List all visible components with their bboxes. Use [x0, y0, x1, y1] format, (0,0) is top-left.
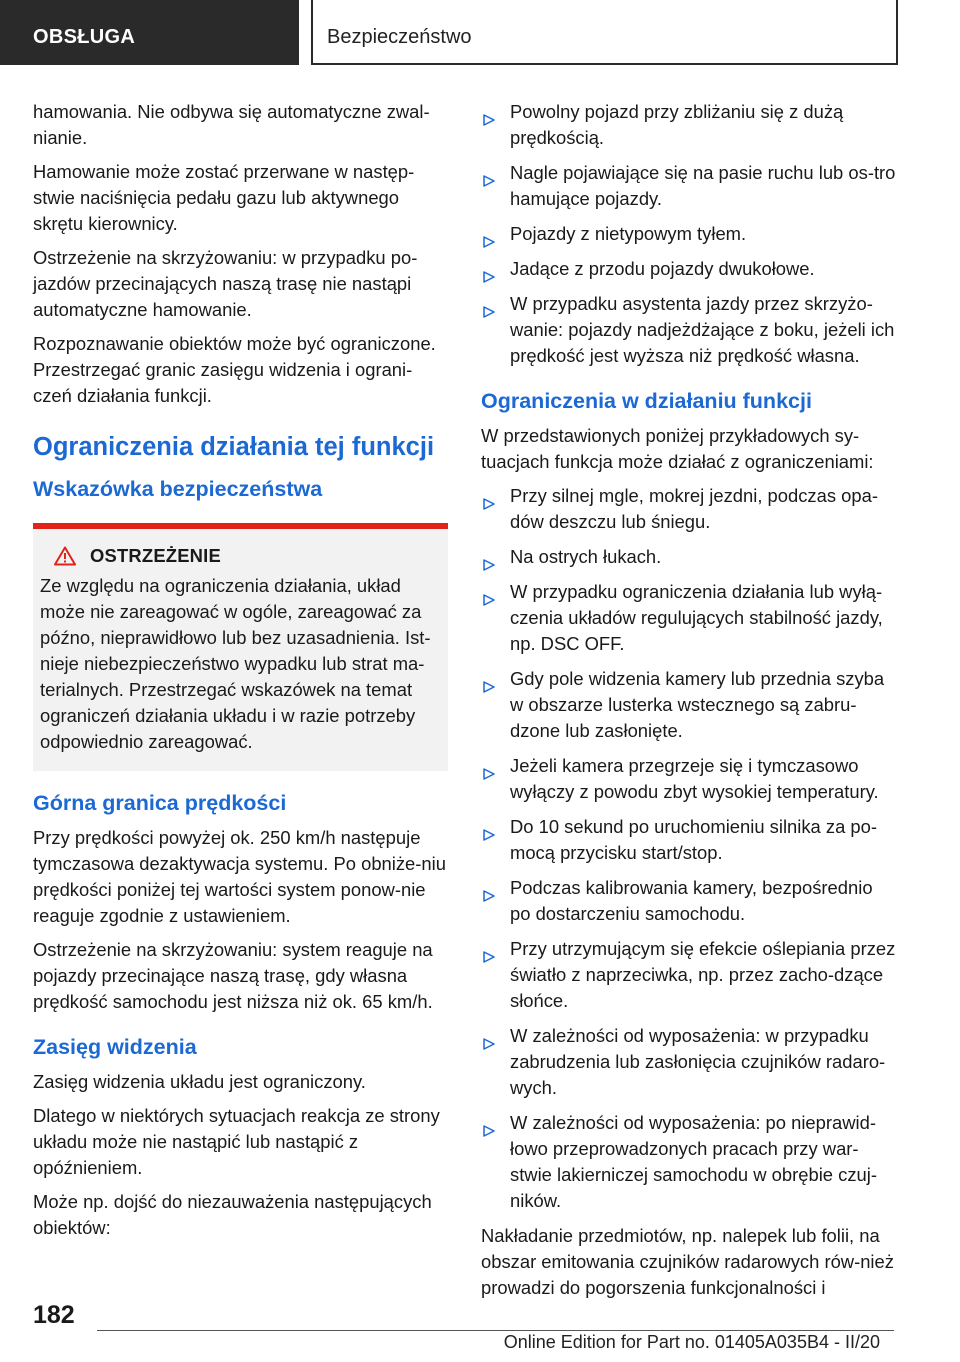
left-column [33, 99, 448, 1249]
footer-divider [97, 1330, 894, 1331]
right-column [481, 99, 896, 1309]
paragraph: Ostrzeżenie na skrzyżowaniu: system reaguje na pojazdy przecinające naszą trasę, gdy własna prędkość samochodu jest niższa niż ok. 65 km/h. [33, 939, 433, 1012]
paragraph: Ostrzeżenie na skrzyżowaniu: w przypadku po-jazdów przecinających naszą trasę nie nastąpi automatyczne hamowanie. [33, 247, 418, 320]
section-tab [0, 0, 299, 65]
paragraph: Dlatego w niektórych sytuacjach reakcja ze strony układu może nie nastąpić lub nastąpić z opóźnieniem. [33, 1105, 440, 1178]
warning-text: Ze względu na ograniczenia działania, układ może nie zareagować w ogóle, zareagować za późno, nieprawidłowo lub bez uzasadnienia. Ist-nieje niebezpieczeństwo wypadku lub strat ma-terialnych. Przestrzegać wskazówek na temat ograniczeń działania układu i w razie potrzeby odpowiednio zareagować. [40, 575, 431, 752]
list-item: Pojazdy z nietypowym tyłem. [481, 221, 896, 247]
chapter-tab [311, 0, 898, 65]
section-title: OBSŁUGA [33, 26, 136, 48]
list-item: W zależności od wyposażenia: w przypadku zabrudzenia lub zasłonięcia czujników radaro-wych. [481, 1023, 896, 1101]
list-item: Przy silnej mgle, mokrej jezdni, podczas opa-dów deszczu lub śniegu. [481, 483, 896, 535]
list-item: Do 10 sekund po uruchomieniu silnika za po-mocą przycisku start/stop. [481, 814, 896, 866]
heading-speed-limit: Górna granica prędkości [33, 791, 287, 815]
list-item: W przypadku ograniczenia działania lub wyłą-czenia układów regulujących stabilność jazdy, np. DSC OFF. [481, 579, 896, 657]
list-item: Na ostrych łukach. [481, 544, 896, 570]
object-list [481, 99, 896, 369]
paragraph: Może np. dojść do niezauważenia następujących obiektów: [33, 1191, 432, 1238]
paragraph: Nakładanie przedmiotów, np. nalepek lub folii, na obszar emitowania czujników radarowych rów-nież prowadzi do pogorszenia funkcjonalności i [481, 1225, 894, 1298]
heading-function-restrictions: Ograniczenia w działaniu funkcji [481, 389, 812, 413]
heading-range: Zasięg widzenia [33, 1035, 197, 1059]
list-item: Nagle pojawiające się na pasie ruchu lub os-tro hamujące pojazdy. [481, 160, 896, 212]
edition-note: Online Edition for Part no. 01405A035B4 - II/20 [503, 1332, 880, 1352]
chapter-title: Bezpieczeństwo [327, 26, 472, 48]
paragraph: Hamowanie może zostać przerwane w następ-stwie naciśnięcia pedału gazu lub aktywnego skrętu kierownicy. [33, 161, 415, 234]
list-item: Powolny pojazd przy zbliżaniu się z dużą prędkością. [481, 99, 896, 151]
list-item: W zależności od wyposażenia: po nieprawid-łowo przeprowadzonych pracach przy war-stwie lakierniczej samochodu w obrębie czuj-ników. [481, 1110, 896, 1214]
warning-box [33, 523, 448, 771]
paragraph: hamowania. Nie odbywa się automatyczne zwal-nianie. [33, 101, 430, 148]
paragraph: Rozpoznawanie obiektów może być ograniczone. Przestrzegać granic zasięgu widzenia i ograni-czeń działania funkcji. [33, 333, 436, 406]
heading-safety-note: Wskazówka bezpieczeństwa [33, 477, 323, 501]
list-item: Przy utrzymującym się efekcie oślepiania przez światło z naprzeciwka, np. przez zacho-dzące słońce. [481, 936, 896, 1014]
list-item: Jeżeli kamera przegrzeje się i tymczasowo wyłączy z powodu zbyt wysokiej temperatury. [481, 753, 896, 805]
warning-title: OSTRZEŻENIE [90, 545, 221, 566]
warning-triangle-icon [54, 546, 76, 566]
restriction-list [481, 483, 896, 1214]
paragraph: Przy prędkości powyżej ok. 250 km/h następuje tymczasowa dezaktywacja systemu. Po obniże-niu prędkości poniżej tej wartości system ponow-nie reaguje zgodnie z ustawieniem. [33, 827, 446, 926]
paragraph: Zasięg widzenia układu jest ograniczony. [33, 1071, 366, 1092]
page-number: 182 [33, 1301, 75, 1329]
list-item: Podczas kalibrowania kamery, bezpośrednio po dostarczeniu samochodu. [481, 875, 896, 927]
heading-function-limits: Ograniczenia działania tej funkcji [33, 433, 435, 461]
list-item: Jadące z przodu pojazdy dwukołowe. [481, 256, 896, 282]
warning-header [40, 545, 440, 567]
paragraph: W przedstawionych poniżej przykładowych sy-tuacjach funkcja może działać z ograniczeniami: [481, 425, 874, 472]
list-item: W przypadku asystenta jazdy przez skrzyżo-wanie: pojazdy nadjeżdżające z boku, jeżeli ich prędkość jest wyższa niż prędkość własna. [481, 291, 896, 369]
list-item: Gdy pole widzenia kamery lub przednia szyba w obszarze lusterka wstecznego są zabru-dzone lub zasłonięte. [481, 666, 896, 744]
